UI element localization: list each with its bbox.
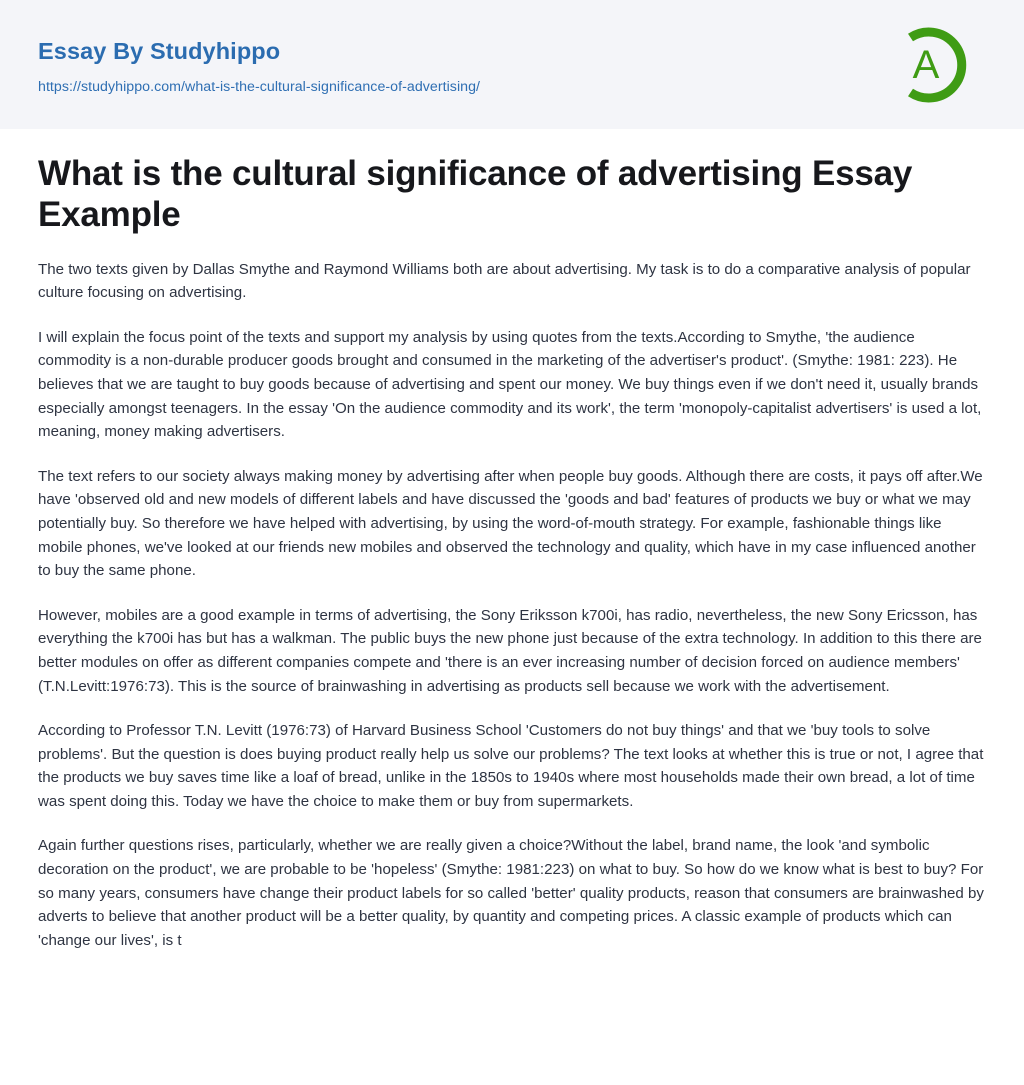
body-paragraph: According to Professor T.N. Levitt (1976:73) of Harvard Business School 'Customers do not buy things' and that we 'buy tools to solve problems'. But the question is does buying product really help us solve our problems? The text looks at whether this is true or not, I agree that the products we buy saves time like a loaf of bread, unlike in the 1850s to 1940s where most households made their own bread, a lot of time was spent doing this. Today we have the choice to make them or buy from supermarkets. xyxy=(38,722,984,810)
brand-name: Essay By Studyhippo xyxy=(38,38,281,65)
body-paragraph: However, mobiles are a good example in terms of advertising, the Sony Eriksson k700i, has radio, nevertheless, the new Sony Ericsson, has everything the k700i has but has a walkman. The public buys the new phone just because of the extra technology. In addition to this there are better modules on offer as different companies compete and 'there is an ever increasing number of decision forced on audience members' (T.N.Levitt:1976:73). This is the source of brainwashing in advertising as products sell because we work with the advertisement. xyxy=(38,606,982,695)
article-body xyxy=(38,258,986,953)
article-container xyxy=(0,153,1024,952)
source-url-link[interactable]: https://studyhippo.com/what-is-the-cultural-significance-of-advertising/ xyxy=(38,78,481,95)
studyhippo-logo xyxy=(890,26,968,104)
body-paragraph: I will explain the focus point of the texts and support my analysis by using quotes from the texts.According to Smythe, 'the audience commodity is a non-durable producer goods brought and consumed in the marketing of the advertiser's product'. (Smythe: 1981: 223). He believes that we are taught to buy goods because of advertising and spent our money. We buy things even if we don't need it, usually brands especially amongst teenagers. In the essay 'On the audience commodity and its work', the term 'monopoly-capitalist advertisers' is used a lot, meaning, money making advertisers. xyxy=(38,328,982,441)
site-header xyxy=(0,0,1024,129)
body-paragraph: The text refers to our society always making money by advertising after when people buy goods. Although there are costs, it pays off after.We have 'observed old and new models of different labels and have discussed the 'goods and bad' features of products we buy or what we may potentially buy. So therefore we have helped with advertising, by using the word-of-mouth strategy. For example, fashionable things like mobile phones, we've looked at our friends new mobiles and observed the technology and quality, which have in my case influenced another to buy the same phone. xyxy=(38,467,983,580)
page-title: What is the cultural significance of advertising Essay Example xyxy=(38,154,913,235)
body-paragraph: Again further questions rises, particularly, whether we are really given a choice?Without the label, brand name, the look 'and symbolic decoration on the product', we are probable to be 'hopeless' (Smythe: 1981:223) on what to buy. So how do we know what is best to buy? For so many years, consumers have change their product labels for so called 'better' quality products, reason that consumers are brainwashed by adverts to believe that another product will be a better quality, by quantity and competing prices. A classic example of products which can 'change our lives', is t xyxy=(38,837,984,949)
brand-block xyxy=(38,37,480,95)
logo-ring-a-icon xyxy=(890,26,968,104)
svg-text:A: A xyxy=(912,42,940,87)
body-paragraph: The two texts given by Dallas Smythe and Raymond Williams both are about advertising. My task is to do a comparative analysis of popular culture focusing on advertising. xyxy=(38,260,971,302)
